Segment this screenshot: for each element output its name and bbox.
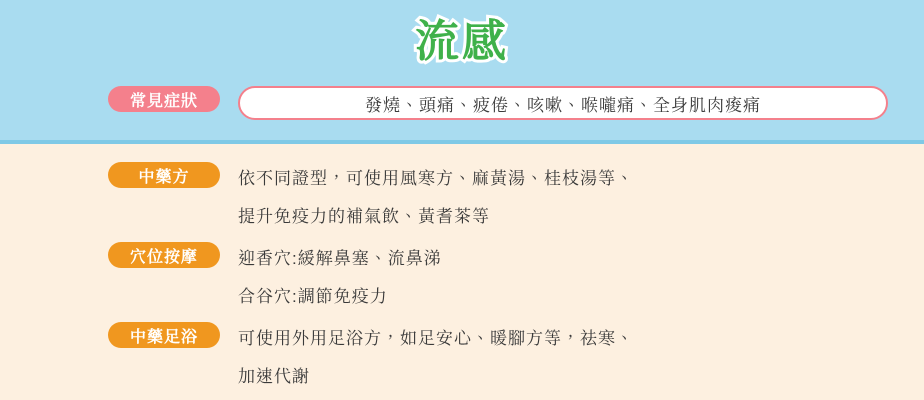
herbal-formula-line-2: 提升免疫力的補氣飲、黃耆茶等 <box>238 207 490 226</box>
herbal-formula-line-1: 依不同證型，可使用風寒方、麻黃湯、桂枝湯等、 <box>238 169 634 188</box>
tag-foot-bath: 中藥足浴 <box>108 322 220 348</box>
header-band-divider <box>0 140 924 144</box>
acupressure-line-1: 迎香穴:緩解鼻塞、流鼻涕 <box>238 249 442 268</box>
herbal-formula-lines <box>238 160 634 236</box>
tag-herbal-formula: 中藥方 <box>108 162 220 188</box>
acupressure-line-2: 合谷穴:調節免疫力 <box>238 287 388 306</box>
acupressure-lines <box>238 240 442 316</box>
tag-acupressure: 穴位按摩 <box>108 242 220 268</box>
section-foot-bath <box>108 320 908 396</box>
section-common-symptoms <box>108 86 908 120</box>
page-title: 流感 <box>415 17 509 66</box>
common-symptoms-text: 發燒、頭痛、疲倦、咳嗽、喉嚨痛、全身肌肉痠痛 <box>238 86 888 120</box>
tag-common-symptoms: 常見症狀 <box>108 86 220 112</box>
section-herbal-formula <box>108 160 908 236</box>
foot-bath-line-1: 可使用外用足浴方，如足安心、暖腳方等，祛寒、 <box>238 329 634 348</box>
foot-bath-line-2: 加速代謝 <box>238 367 310 386</box>
foot-bath-lines <box>238 320 634 396</box>
section-acupressure <box>108 240 908 316</box>
